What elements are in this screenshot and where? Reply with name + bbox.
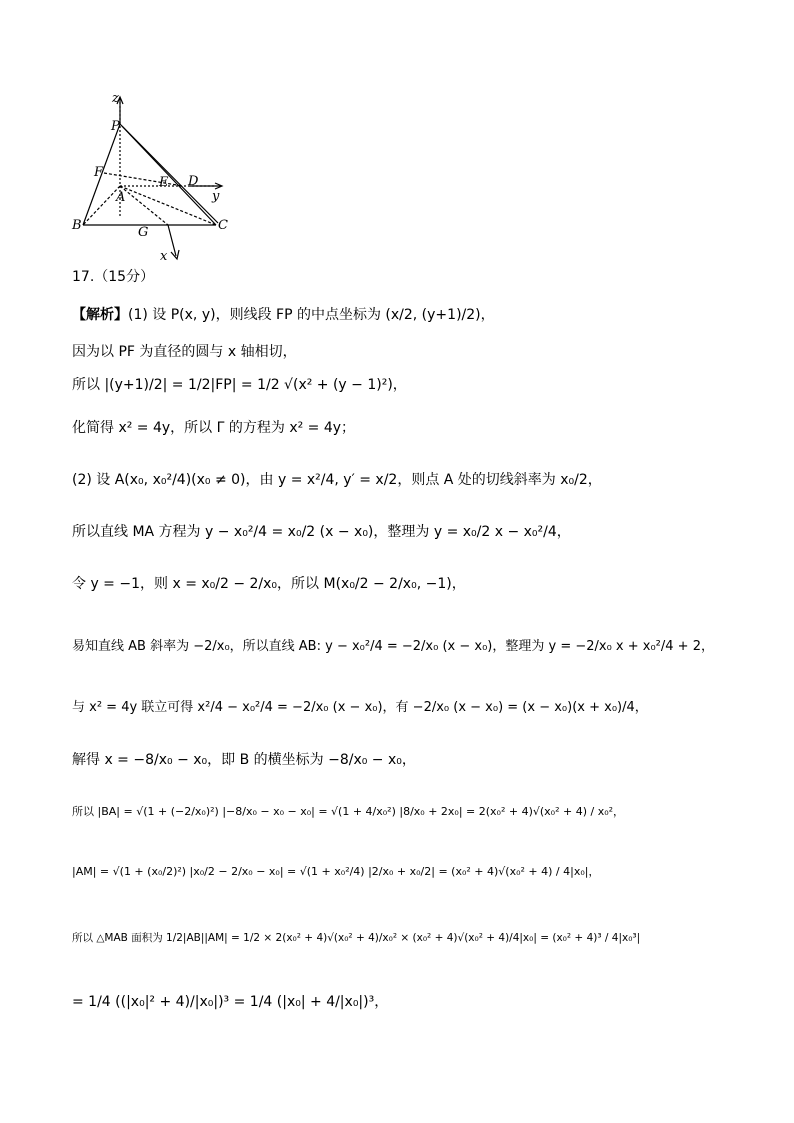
solution-line-9: 与 x² = 4y 联立可得 x²/4 − x₀²/4 = −2/x₀ (x − x₀)，有 −2/x₀ (x − x₀) = (x − x₀)(x + x₀)/4， xyxy=(72,700,648,715)
x-axis xyxy=(168,225,176,256)
label-C: C xyxy=(218,218,228,233)
label-F: F xyxy=(94,165,104,180)
pyramid-figure xyxy=(68,88,248,266)
label-G: G xyxy=(138,225,149,240)
solution-line-10: 解得 x = −8/x₀ − x₀，即 B 的横坐标为 −8/x₀ − x₀， xyxy=(72,752,416,768)
edge-AC xyxy=(120,186,216,225)
solution-line-1 xyxy=(72,308,495,322)
label-y: y xyxy=(212,189,220,204)
solution-line-14: = 1/4 ((|x₀|² + 4)/|x₀|)³ = 1/4 (|x₀| + 4/|x₀|)³， xyxy=(72,994,389,1010)
problem-header: 17.（15分） xyxy=(72,269,155,285)
label-x: x xyxy=(160,249,168,264)
solution-line-2: 因为以 PF 为直径的圆与 x 轴相切， xyxy=(72,344,297,360)
solution-line-7: 令 y = −1，则 x = x₀/2 − 2/x₀，所以 M(x₀/2 − 2/x₀, −1)， xyxy=(72,576,466,592)
edge-AB xyxy=(83,186,120,225)
solution-line-6: 所以直线 MA 方程为 y − x₀²/4 = x₀/2 (x − x₀)，整理为 y = x₀/2 x − x₀²/4， xyxy=(72,524,571,540)
label-B: B xyxy=(72,218,82,233)
label-A: A xyxy=(116,190,126,205)
solution-line-8: 易知直线 AB 斜率为 −2/x₀，所以直线 AB: y − x₀²/4 = −2/x₀ (x − x₀)，整理为 y = −2/x₀ x + x₀²/4 + 2， xyxy=(72,639,714,654)
solution-line-3: 所以 |(y+1)/2| = 1/2|FP| = 1/2 √(x² + (y − 1)²)， xyxy=(72,377,407,393)
edge-AG xyxy=(120,186,168,225)
solution-text-1: (1) 设 P(x, y)，则线段 FP 的中点坐标为 (x/2, (y+1)/2)， xyxy=(128,307,495,323)
solution-line-13: 所以 △MAB 面积为 1/2|AB||AM| = 1/2 × 2(x₀² + 4)√(x₀² + 4)/x₀² × (x₀² + 4)√(x₀² + 4)/4|x₀| = (x₀² + 4)³ / 4|x₀³| xyxy=(72,932,641,944)
edge-PC-inner xyxy=(122,126,218,223)
solution-line-12: |AM| = √(1 + (x₀/2)²) |x₀/2 − 2/x₀ − x₀| = √(1 + x₀²/4) |2/x₀ + x₀/2| = (x₀² + 4)√(x₀² + 4) / 4|x₀|， xyxy=(72,865,600,878)
label-D: D xyxy=(188,174,199,189)
solution-line-4: 化简得 x² = 4y，所以 Γ 的方程为 x² = 4y； xyxy=(72,420,356,436)
solution-tag: 【解析】 xyxy=(72,307,128,323)
label-z: z xyxy=(112,91,119,106)
solution-line-5: (2) 设 A(x₀, x₀²/4)(x₀ ≠ 0)，由 y = x²/4, y′ = x/2，则点 A 处的切线斜率为 x₀/2， xyxy=(72,472,602,488)
label-E: E xyxy=(159,175,169,190)
label-P: P xyxy=(111,119,120,134)
solution-line-11: 所以 |BA| = √(1 + (−2/x₀)²) |−8/x₀ − x₀ − x₀| = √(1 + 4/x₀²) |8/x₀ + 2x₀| = 2(x₀² + 4)√(x₀² + 4) / x₀²， xyxy=(72,805,625,818)
